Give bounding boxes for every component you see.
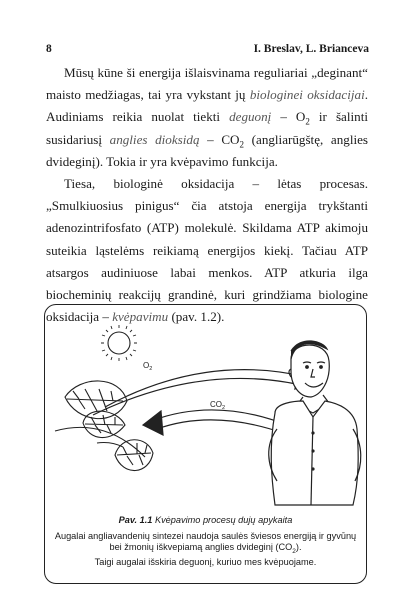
leaves-illustration [55, 381, 153, 471]
man-illustration [269, 341, 361, 505]
figure-box [44, 304, 367, 584]
caption-line-1: Augalai angliavandenių sintezei naudoja saulės šviesos energiją ir gyvūnų [54, 530, 357, 541]
caption-line-3: Taigi augalai išskiria deguonį, kuriuo mes kvėpuojame. [94, 557, 317, 568]
label-o2: $O_2$ [143, 361, 153, 372]
paragraph-2: Tiesa, biologinė oksidacija – lėtas procesas. „Smulkiuosius pinigus“ čia atstoja energija trykštanti adenozintrifosfato (ATP) molekulė. Skildama ATP akimoju suteikia ląstelėms reikiamą energijos kiekį. Tačiau ATP atsargos audiniuose labai menkos. ATP atkuria ilga biocheminių reakcijų grandinė, kuri grindžiama biologine oksidacija – kvėpavimu (pav. 1.2). [46, 176, 368, 325]
body-text [46, 62, 368, 328]
page-header [46, 43, 369, 55]
term-oxygen: deguonį [229, 109, 272, 125]
term-breathing: kvėpavimu [112, 309, 169, 325]
label-co2: $CO_2$ [210, 400, 226, 411]
page-number: 8 [46, 43, 52, 55]
caption-title: Pav. 1.1 Kvėpavimo procesų dujų apykaita [118, 515, 293, 525]
term-biological-oxidation: biologinei oksidacijai [249, 87, 365, 103]
caption-line-2: bei žmonių iškvepiamą anglies dvideginį $(CO_2)$. [109, 542, 302, 555]
sun-icon [101, 325, 137, 361]
caption-label: Pav. 1.1 [118, 515, 153, 525]
carbon-dioxide-flow-arrow [143, 410, 287, 435]
term-carbon-dioxide: anglies dioksidą [109, 131, 200, 147]
figure-caption [45, 515, 366, 569]
paragraph-1: Mūsų kūne ši energija išlaisvinama reguliariai „deginant“ maisto medžiagas, tai yra vykstant jų biologinei oksidacijai. Audiniams reikia nuolat tiekti deguonį – $O_2$ ir šalinti susidariusį anglies dioksidą – $CO_2$ (angliarūgštę, anglies dvideginį). Tokia ir yra kvėpavimo funkcija. [46, 65, 369, 169]
running-head-authors: I. Breslav, L. Brianceva [253, 43, 369, 55]
